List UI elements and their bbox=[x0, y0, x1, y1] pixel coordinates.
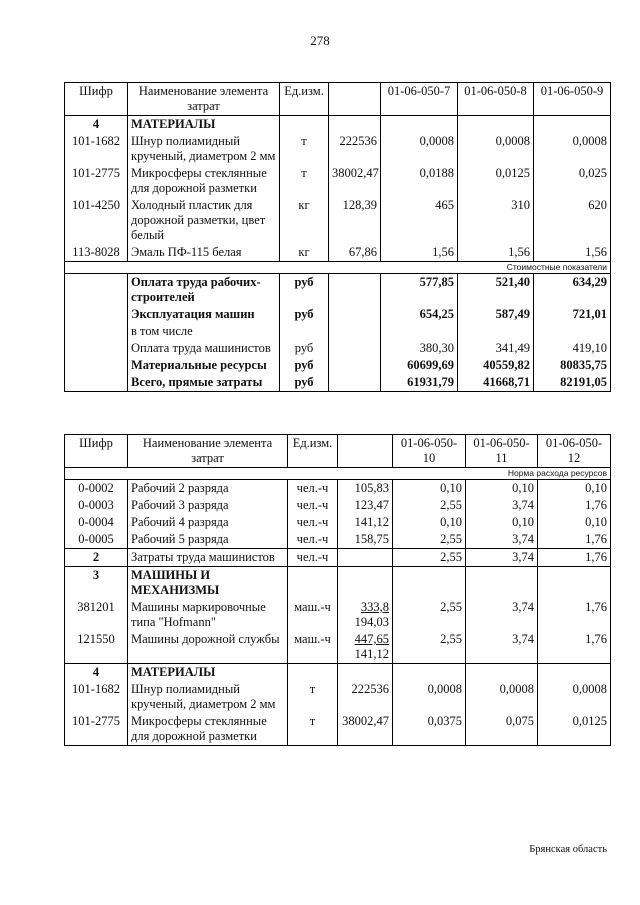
header-code: Шифр bbox=[65, 83, 128, 116]
row-value-2: 0,0125 bbox=[458, 165, 534, 197]
resource-table-1 bbox=[64, 82, 611, 392]
row-price: 128,39 bbox=[329, 197, 381, 244]
row-code: 0-0002 bbox=[65, 480, 128, 498]
row-unit: чел.-ч bbox=[288, 514, 338, 531]
section-title: МАШИНЫ И МЕХАНИЗМЫ bbox=[128, 567, 288, 600]
table-header-row bbox=[65, 83, 611, 116]
price-total: 333,8 bbox=[360, 600, 389, 614]
row-code: 101-1682 bbox=[65, 133, 128, 165]
row-value-2: 0,075 bbox=[466, 713, 538, 746]
machinist-row bbox=[65, 549, 611, 567]
table-row bbox=[65, 133, 611, 165]
row-value-1: 2,55 bbox=[393, 531, 466, 549]
cost-row bbox=[65, 374, 611, 392]
row-value-3: 620 bbox=[534, 197, 611, 244]
header-name: Наименование элемента затрат bbox=[128, 435, 288, 468]
region-footer: Брянская область bbox=[529, 844, 607, 855]
cost-value-3: 419,10 bbox=[534, 340, 611, 357]
cost-note-row bbox=[65, 262, 611, 274]
norm-note: Норма расхода ресурсов bbox=[65, 468, 611, 480]
row-price: 141,12 bbox=[338, 514, 393, 531]
row-code: 101-2775 bbox=[65, 165, 128, 197]
row-value-2: 3,74 bbox=[466, 497, 538, 514]
cost-unit: руб bbox=[280, 374, 329, 392]
section-title: МАТЕРИАЛЫ bbox=[128, 116, 280, 134]
row-value-3: 0,0008 bbox=[538, 681, 611, 713]
row-unit: маш.-ч bbox=[288, 631, 338, 664]
section-row bbox=[65, 567, 611, 600]
table-row bbox=[65, 631, 611, 664]
header-col-3: 01-06-050-12 bbox=[538, 435, 611, 468]
row-code: 0-0005 bbox=[65, 531, 128, 549]
cost-name: в том числе bbox=[128, 323, 280, 340]
header-col-3: 01-06-050-9 bbox=[534, 83, 611, 116]
cost-value-3: 82191,05 bbox=[534, 374, 611, 392]
row-name: Рабочий 4 разряда bbox=[128, 514, 288, 531]
row-name: Рабочий 2 разряда bbox=[128, 480, 288, 498]
row-value-3: 1,56 bbox=[534, 244, 611, 262]
header-col-2: 01-06-050-11 bbox=[466, 435, 538, 468]
section-number: 3 bbox=[65, 567, 128, 600]
cost-name: Оплата труда рабочих-строителей bbox=[128, 274, 280, 307]
row-price: 38002,47 bbox=[329, 165, 381, 197]
cost-name: Всего, прямые затраты bbox=[128, 374, 280, 392]
row-value-3: 0,0008 bbox=[534, 133, 611, 165]
cost-value-1: 61931,79 bbox=[381, 374, 458, 392]
row-value-1: 2,55 bbox=[393, 549, 466, 567]
row-price: 67,86 bbox=[329, 244, 381, 262]
row-unit: кг bbox=[280, 197, 329, 244]
table-row bbox=[65, 197, 611, 244]
section-number: 4 bbox=[65, 116, 128, 134]
table-row bbox=[65, 531, 611, 549]
row-name: Шнур полиамидный крученый, диаметром 2 мм bbox=[128, 681, 288, 713]
row-value-2: 0,0008 bbox=[458, 133, 534, 165]
cost-name: Эксплуатация машин bbox=[128, 306, 280, 323]
row-code: 2 bbox=[65, 549, 128, 567]
row-price bbox=[338, 631, 393, 664]
row-unit: чел.-ч bbox=[288, 531, 338, 549]
row-value-1: 2,55 bbox=[393, 631, 466, 664]
cost-name: Оплата труда машинистов bbox=[128, 340, 280, 357]
cost-unit: руб bbox=[280, 340, 329, 357]
row-name: Холодный пластик для дорожной разметки, цвет белый bbox=[128, 197, 280, 244]
header-unit: Ед.изм. bbox=[288, 435, 338, 468]
section-number: 4 bbox=[65, 664, 128, 682]
row-name: Затраты труда машинистов bbox=[128, 549, 288, 567]
row-value-1: 1,56 bbox=[381, 244, 458, 262]
section-row bbox=[65, 116, 611, 134]
row-value-2: 3,74 bbox=[466, 599, 538, 631]
row-price: 38002,47 bbox=[338, 713, 393, 746]
cost-value-2: 521,40 bbox=[458, 274, 534, 307]
row-value-3: 0,10 bbox=[538, 514, 611, 531]
row-price: 123,47 bbox=[338, 497, 393, 514]
row-value-1: 0,10 bbox=[393, 514, 466, 531]
row-value-2: 310 bbox=[458, 197, 534, 244]
row-code: 0-0003 bbox=[65, 497, 128, 514]
cost-value-2: 341,49 bbox=[458, 340, 534, 357]
cost-row bbox=[65, 357, 611, 374]
table-row bbox=[65, 713, 611, 746]
header-price bbox=[338, 435, 393, 468]
header-code: Шифр bbox=[65, 435, 128, 468]
cost-value-1: 654,25 bbox=[381, 306, 458, 323]
header-name: Наименование элемента затрат bbox=[128, 83, 280, 116]
row-value-1: 0,10 bbox=[393, 480, 466, 498]
row-value-2: 0,10 bbox=[466, 514, 538, 531]
row-value-3: 1,76 bbox=[538, 631, 611, 664]
row-price bbox=[338, 549, 393, 567]
row-value-2: 3,74 bbox=[466, 549, 538, 567]
cost-note: Стоимостные показатели bbox=[65, 262, 611, 274]
row-value-1: 0,0375 bbox=[393, 713, 466, 746]
row-name: Рабочий 5 разряда bbox=[128, 531, 288, 549]
row-unit: чел.-ч bbox=[288, 480, 338, 498]
cost-row bbox=[65, 274, 611, 307]
row-code: 121550 bbox=[65, 631, 128, 664]
cost-value-2: 40559,82 bbox=[458, 357, 534, 374]
row-code: 101-4250 bbox=[65, 197, 128, 244]
cost-unit: руб bbox=[280, 357, 329, 374]
header-col-1: 01-06-050-10 bbox=[393, 435, 466, 468]
row-value-3: 0,0125 bbox=[538, 713, 611, 746]
row-value-2: 0,10 bbox=[466, 480, 538, 498]
row-value-2: 3,74 bbox=[466, 531, 538, 549]
table-row bbox=[65, 681, 611, 713]
cost-name: Материальные ресурсы bbox=[128, 357, 280, 374]
row-code: 113-8028 bbox=[65, 244, 128, 262]
row-price: 105,83 bbox=[338, 480, 393, 498]
resource-table-2 bbox=[64, 434, 611, 746]
row-code: 381201 bbox=[65, 599, 128, 631]
cost-row bbox=[65, 323, 611, 340]
row-name: Микросферы стеклянные для дорожной разметки bbox=[128, 713, 288, 746]
section-row bbox=[65, 664, 611, 682]
cost-value-1: 577,85 bbox=[381, 274, 458, 307]
header-unit: Ед.изм. bbox=[280, 83, 329, 116]
cost-value-3: 721,01 bbox=[534, 306, 611, 323]
table-row bbox=[65, 497, 611, 514]
row-value-2: 0,0008 bbox=[466, 681, 538, 713]
row-value-3: 1,76 bbox=[538, 549, 611, 567]
row-unit: кг bbox=[280, 244, 329, 262]
row-value-1: 465 bbox=[381, 197, 458, 244]
row-name: Рабочий 3 разряда bbox=[128, 497, 288, 514]
cost-row bbox=[65, 306, 611, 323]
header-price bbox=[329, 83, 381, 116]
row-name: Микросферы стеклянные для дорожной разметки bbox=[128, 165, 280, 197]
row-value-3: 0,10 bbox=[538, 480, 611, 498]
row-value-3: 1,76 bbox=[538, 531, 611, 549]
page-number: 278 bbox=[310, 33, 330, 48]
cost-row bbox=[65, 340, 611, 357]
header-col-1: 01-06-050-7 bbox=[381, 83, 458, 116]
cost-value-1: 380,30 bbox=[381, 340, 458, 357]
price-wage: 194,03 bbox=[354, 615, 389, 629]
row-value-3: 0,025 bbox=[534, 165, 611, 197]
row-code: 101-2775 bbox=[65, 713, 128, 746]
row-name: Эмаль ПФ-115 белая bbox=[128, 244, 280, 262]
row-name: Машины маркировочные типа "Hofmann" bbox=[128, 599, 288, 631]
row-unit: т bbox=[288, 681, 338, 713]
table-row bbox=[65, 165, 611, 197]
row-value-1: 0,0188 bbox=[381, 165, 458, 197]
price-wage: 141,12 bbox=[354, 647, 389, 661]
row-price: 158,75 bbox=[338, 531, 393, 549]
price-total: 447,65 bbox=[354, 632, 389, 646]
row-value-1: 0,0008 bbox=[381, 133, 458, 165]
row-value-2: 3,74 bbox=[466, 631, 538, 664]
cost-unit: руб bbox=[280, 306, 329, 323]
row-value-2: 1,56 bbox=[458, 244, 534, 262]
cost-value-3: 80835,75 bbox=[534, 357, 611, 374]
cost-value-3: 634,29 bbox=[534, 274, 611, 307]
cost-value-2: 41668,71 bbox=[458, 374, 534, 392]
row-value-1: 0,0008 bbox=[393, 681, 466, 713]
norm-note-row bbox=[65, 468, 611, 480]
row-unit: чел.-ч bbox=[288, 497, 338, 514]
row-code: 0-0004 bbox=[65, 514, 128, 531]
table-header-row bbox=[65, 435, 611, 468]
row-value-1: 2,55 bbox=[393, 599, 466, 631]
row-unit: т bbox=[280, 165, 329, 197]
table-row bbox=[65, 244, 611, 262]
cost-value-1: 60699,69 bbox=[381, 357, 458, 374]
row-price: 222536 bbox=[338, 681, 393, 713]
header-col-2: 01-06-050-8 bbox=[458, 83, 534, 116]
cost-unit: руб bbox=[280, 274, 329, 307]
row-value-3: 1,76 bbox=[538, 497, 611, 514]
row-value-3: 1,76 bbox=[538, 599, 611, 631]
row-unit: т bbox=[288, 713, 338, 746]
table-row bbox=[65, 599, 611, 631]
row-price: 222536 bbox=[329, 133, 381, 165]
row-unit: т bbox=[280, 133, 329, 165]
table-row bbox=[65, 514, 611, 531]
row-code: 101-1682 bbox=[65, 681, 128, 713]
row-price bbox=[338, 599, 393, 631]
row-name: Шнур полиамидный крученый, диаметром 2 мм bbox=[128, 133, 280, 165]
row-unit: маш.-ч bbox=[288, 599, 338, 631]
row-unit: чел.-ч bbox=[288, 549, 338, 567]
table-row bbox=[65, 480, 611, 498]
row-value-1: 2,55 bbox=[393, 497, 466, 514]
cost-value-2: 587,49 bbox=[458, 306, 534, 323]
row-name: Машины дорожной службы bbox=[128, 631, 288, 664]
section-title: МАТЕРИАЛЫ bbox=[128, 664, 288, 682]
